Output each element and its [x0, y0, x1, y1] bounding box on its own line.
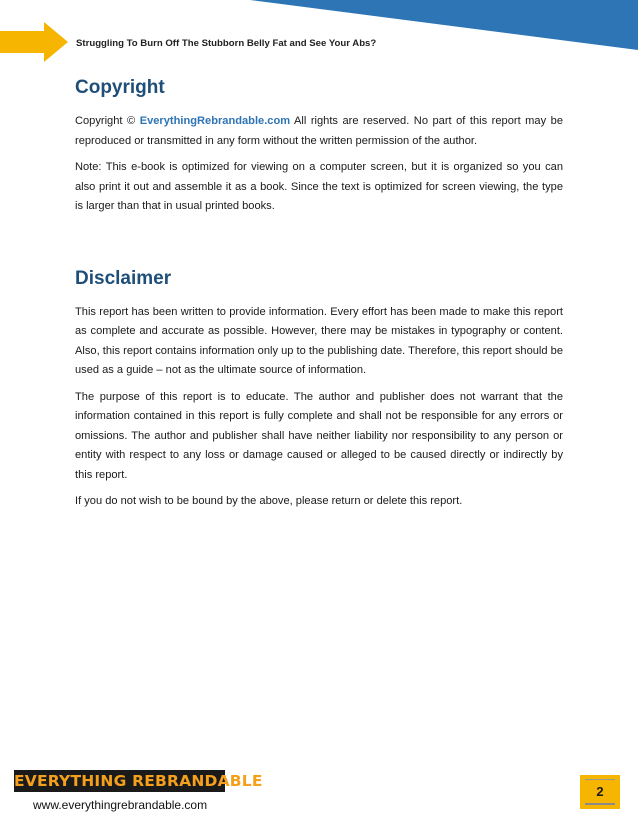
copyright-paragraph [75, 112, 563, 151]
copyright-heading: Copyright [75, 77, 165, 98]
disclaimer-paragraph-3: If you do not wish to be bound by the above, please return or delete this report. [75, 495, 463, 507]
top-blue-band [0, 0, 638, 60]
page-box-bottom-line [585, 803, 615, 805]
page-box-top-line [585, 779, 615, 780]
disclaimer-heading: Disclaimer [75, 267, 172, 289]
note-paragraph: Note: This e-book is optimized for viewing on a computer screen, but it is organized so you can also print it out and assemble it as a book. Since the text is optimized for screen viewing, the type is larger than that in usual printed books. [75, 161, 563, 212]
header-title: Struggling To Burn Off The Stubborn Belly Fat and See Your Abs? [76, 38, 377, 49]
page-number-box [580, 775, 620, 809]
brand-link[interactable]: EverythingRebrandable.com [139, 115, 291, 127]
copyright-prefix: Copyright © [75, 115, 140, 127]
page-number: 2 [596, 784, 604, 799]
disclaimer-paragraph-1: This report has been written to provide information. Every effort has been made to make this report as complete and accurate as possible. However, there may be mistakes in typography or content. Also, this report contains information only up to the publishing date. Therefore, this report should be used as a guide – not as the ultimate source of information. [75, 305, 563, 376]
footer-url[interactable]: www.everythingrebrandable.com [33, 798, 208, 812]
copyright-rights-text: All rights are reserved. No part of this report may be reproduced or transmitted in any form without the written permission of the author. [75, 115, 563, 147]
main-content [75, 76, 563, 512]
footer-logo: EVERYTHING REBRANDABLE [14, 772, 263, 790]
disclaimer-paragraph-2: The purpose of this report is to educate. The author and publisher does not warrant that the information contained in this report is fully complete and shall not be responsible for any errors or omissions. The author and publisher shall have neither liability nor responsibility to any person or entity with respect to any loss or damage caused or alleged to be caused directly or indirectly by this report. [75, 390, 563, 481]
yellow-arrow-icon [0, 22, 68, 62]
